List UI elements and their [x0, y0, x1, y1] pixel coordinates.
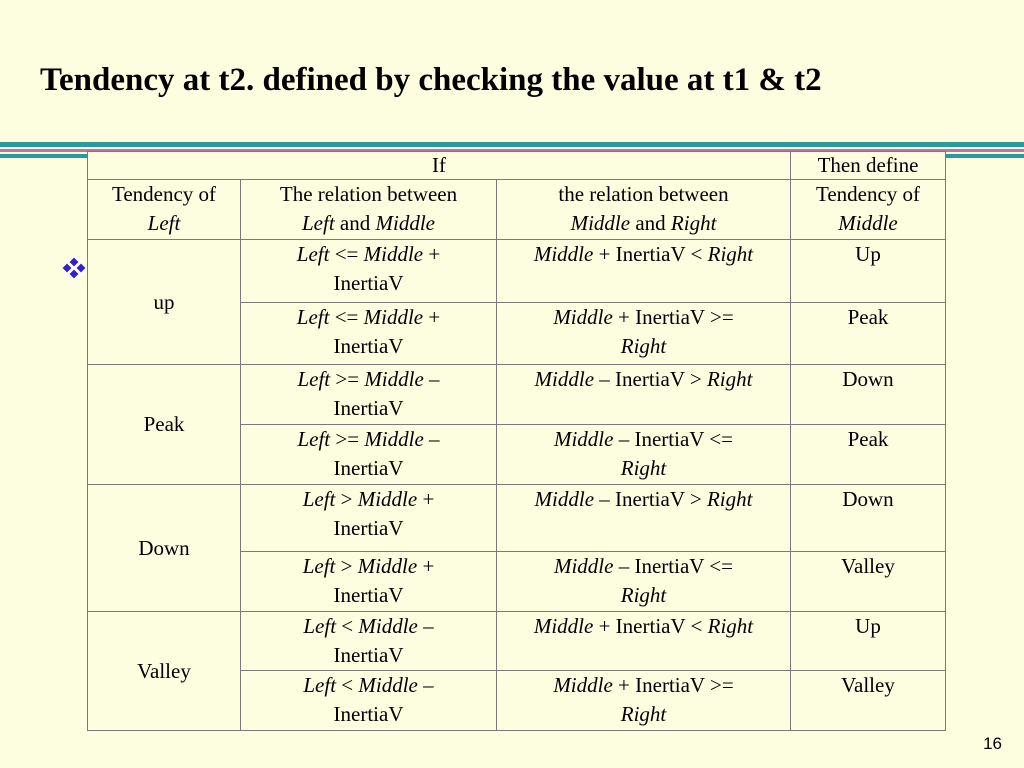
middle-right-cell: Middle + InertiaV < Right: [497, 240, 791, 303]
table-row: [88, 612, 946, 671]
result-cell: Up: [791, 612, 946, 671]
title-divider-teal-top: [0, 142, 1024, 147]
tendency-of-left-cell: Down: [88, 485, 241, 612]
group-header-row: [88, 152, 946, 180]
header-tendency-of-left: Tendency of Left: [88, 180, 241, 240]
left-middle-cell: Left < Middle – InertiaV: [241, 671, 497, 731]
diamond-cluster-icon: [60, 256, 88, 280]
result-cell: Valley: [791, 671, 946, 731]
result-cell: Peak: [791, 303, 946, 365]
left-middle-cell: Left > Middle + InertiaV: [241, 485, 497, 552]
middle-right-cell: Middle – InertiaV > Right: [497, 365, 791, 425]
tendency-of-left-cell: up: [88, 240, 241, 365]
result-cell: Peak: [791, 425, 946, 485]
if-header: If: [88, 152, 791, 180]
middle-right-cell: Middle + InertiaV >= Right: [497, 303, 791, 365]
table-row: [88, 240, 946, 303]
left-middle-cell: Left > Middle + InertiaV: [241, 552, 497, 612]
tendency-of-left-cell: Valley: [88, 612, 241, 731]
table-row: [88, 485, 946, 552]
left-middle-cell: Left >= Middle – InertiaV: [241, 425, 497, 485]
slide-title: Tendency at t2. defined by checking the value at t1 & t2: [40, 62, 822, 98]
left-middle-cell: Left <= Middle + InertiaV: [241, 240, 497, 303]
then-define-header: Then define: [791, 152, 946, 180]
header-middle-right-relation: the relation between Middle and Right: [497, 180, 791, 240]
left-middle-cell: Left < Middle – InertiaV: [241, 612, 497, 671]
middle-right-cell: Middle – InertiaV <= Right: [497, 552, 791, 612]
result-cell: Valley: [791, 552, 946, 612]
middle-right-cell: Middle – InertiaV <= Right: [497, 425, 791, 485]
header-tendency-of-middle: Tendency of Middle: [791, 180, 946, 240]
left-middle-cell: Left >= Middle – InertiaV: [241, 365, 497, 425]
column-header-row: [88, 180, 946, 240]
tendency-of-left-cell: Peak: [88, 365, 241, 485]
header-left-middle-relation: The relation between Left and Middle: [241, 180, 497, 240]
result-cell: Up: [791, 240, 946, 303]
tendency-rules-table: [87, 151, 946, 731]
middle-right-cell: Middle – InertiaV > Right: [497, 485, 791, 552]
middle-right-cell: Middle + InertiaV >= Right: [497, 671, 791, 731]
left-middle-cell: Left <= Middle + InertiaV: [241, 303, 497, 365]
table-row: [88, 365, 946, 425]
result-cell: Down: [791, 365, 946, 425]
result-cell: Down: [791, 485, 946, 552]
page-number: 16: [983, 734, 1002, 753]
middle-right-cell: Middle + InertiaV < Right: [497, 612, 791, 671]
